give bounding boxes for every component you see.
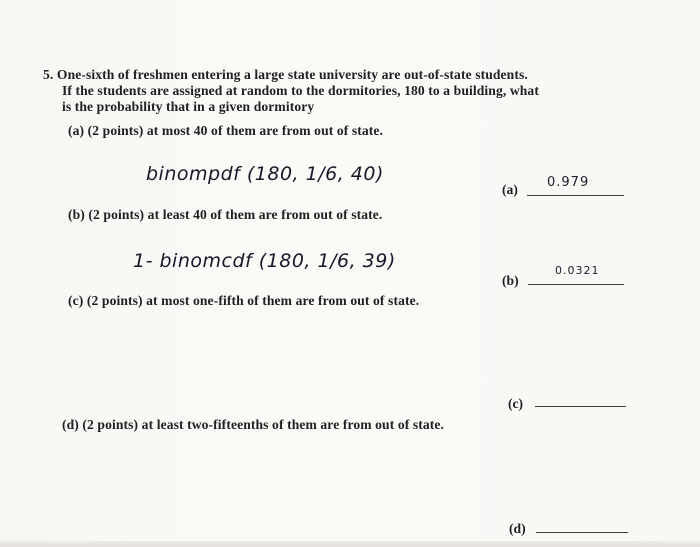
part-a-handwritten-answer: 0.979: [547, 175, 590, 190]
problem-statement-line-1: 5. One-sixth of freshmen entering a large state university are out-of-state students.: [43, 67, 528, 82]
part-b-handwritten-work: 1- binomcdf (180, 1/6, 39): [133, 250, 396, 272]
part-b-answer-line: [528, 284, 624, 285]
part-c-answer-line: [535, 406, 626, 407]
part-b-question: (b) (2 points) at least 40 of them are from out of state.: [68, 207, 383, 222]
part-a-question: (a) (2 points) at most 40 of them are from out of state.: [68, 123, 384, 138]
part-b-answer-label: (b): [502, 273, 519, 288]
problem-statement-line-2: If the students are assigned at random to the dormitories, 180 to a building, what: [62, 83, 539, 98]
part-b-handwritten-answer: 0.0321: [555, 264, 600, 277]
part-c-question: (c) (2 points) at most one-fifth of them are from out of state.: [68, 293, 420, 308]
page-bottom-edge: [0, 541, 700, 547]
part-a-answer-label: (a): [502, 182, 518, 197]
part-a-answer-line: [527, 195, 624, 196]
problem-statement-line-3: is the probability that in a given dormitory: [62, 99, 315, 114]
part-c-answer-label: (c): [508, 396, 524, 411]
part-d-question: (d) (2 points) at least two-fifteenths of them are from out of state.: [62, 417, 445, 432]
part-d-answer-label: (d): [509, 521, 526, 536]
part-a-handwritten-work: binompdf (180, 1/6, 40): [146, 163, 384, 185]
part-d-answer-line: [536, 532, 628, 533]
